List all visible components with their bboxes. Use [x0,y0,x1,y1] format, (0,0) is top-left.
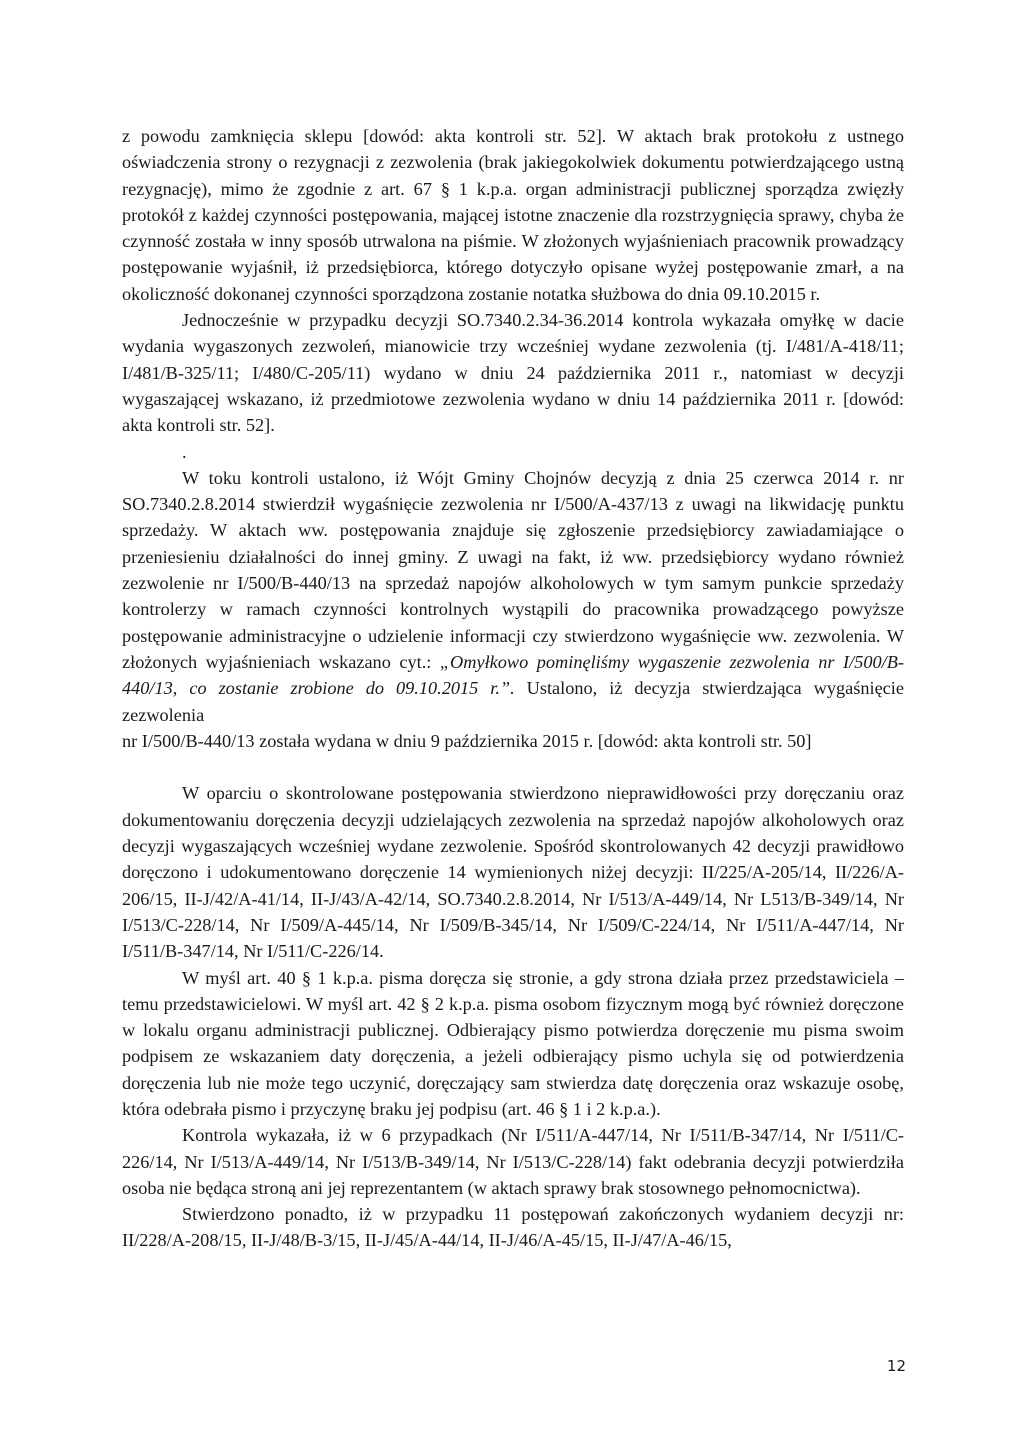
paragraph-7: W myśl art. 40 § 1 k.p.a. pisma doręcza się stronie, a gdy strona działa przez przedstawiciela – temu przedstawicielowi. W myśl art. 42 § 2 k.p.a. pisma osobom fizycznym mogą być również doręczone w lokalu organu administracji publicznej. Odbierający pismo potwierdza doręczenie mu pisma swoim podpisem ze wskazaniem daty doręczenia, a jeżeli odbierający pismo uchyla się od potwierdzenia doręczenia lub nie może tego uczynić, doręczający sam stwierdza datę doręczenia oraz wskazuje osobę, która odebrała pismo i przyczynę braku jej podpisu (art. 46 § 1 i 2 k.p.a.). [122,967,904,1119]
paragraph-5: nr I/500/B-440/13 została wydana w dniu 9 października 2015 r. [dowód: akta kontroli str. 50] [122,730,812,751]
quote-text: „Omyłkowo pominęliśmy wygaszenie zezwolenia nr I/500/B-440/13, co zostanie zrobione do 09.10.2015 r.”. [122,651,904,699]
paragraph-9: Stwierdzono ponadto, iż w przypadku 11 postępowań zakończonych wydaniem decyzji nr: II/228/A-208/15, II-J/48/B-3/15, II-J/45/A-44/14, II-J/46/A-45/15, II-J/47/A-46/15, [122,1204,904,1251]
paragraph-4 [122,465,904,728]
paragraph-1: z powodu zamknięcia sklepu [dowód: akta kontroli str. 52]. W aktach brak protokołu z ustnego oświadczenia strony o rezygnacji z zezwolenia (brak jakiegokolwiek dokumentu potwierdzającego ustną rezygnację), mimo że zgodnie z art. 67 § 1 k.p.a. organ administracji publicznej sporządza zwięzły protokół z każdej czynności postępowania, mającej istotne znaczenie dla rozstrzygnięcia sprawy, chyba że czynność została w inny sposób utrwalona na piśmie. W złożonych wyjaśnieniach pracownik prowadzący postępowanie wyjaśnił, iż przedsiębiorca, którego dotyczyło opisane wyżej postępowanie zmarł, a na okoliczność dokonanej czynności sporządzona zostanie notatka służbowa do dnia 09.10.2015 r. [122,126,904,304]
page-number: 12 [886,1357,906,1375]
paragraph-6: W oparciu o skontrolowane postępowania stwierdzono nieprawidłowości przy doręczaniu oraz dokumentowaniu doręczenia decyzji udzielających zezwolenia na sprzedaż napojów alkoholowych oraz decyzji wygaszających wcześniej wydane zezwolenie. Spośród skontrolowanych 42 decyzji prawidłowo doręczono i udokumentowano doręczenie 14 wymienionych niżej decyzji: II/225/A-205/14, II/226/A-206/15, II-J/42/A-41/14, II-J/43/A-42/14, SO.7340.2.8.2014, Nr I/513/A-449/14, Nr L513/B-349/14, Nr I/513/C-228/14, Nr I/509/A-445/14, Nr I/509/B-345/14, Nr I/509/C-224/14, Nr I/511/A-447/14, Nr I/511/B-347/14, Nr I/511/C-226/14. [122,783,904,962]
paragraph-4-tail: Ustalono, iż decyzja stwierdzająca wygaśnięcie zezwolenia [122,678,904,725]
paragraph-3-dot: . [182,441,187,462]
document-body [122,123,904,1254]
paragraph-2: Jednocześnie w przypadku decyzji SO.7340.2.34-36.2014 kontrola wykazała omyłkę w dacie wydania wygaszonych zezwoleń, mianowicie trzy wcześniej wydane zezwolenia (tj. I/481/A-418/11; I/481/B-325/11; I/480/C-205/11) wydano w dniu 24 października 2011 r., natomiast w decyzji wygaszającej wskazano, iż przedmiotowe zezwolenia wydano w dniu 14 października 2011 r. [dowód: akta kontroli str. 52]. [122,310,904,436]
paragraph-8: Kontrola wykazała, iż w 6 przypadkach (Nr I/511/A-447/14, Nr I/511/B-347/14, Nr I/511/C-226/14, Nr I/513/A-449/14, Nr I/513/B-349/14, Nr I/513/C-228/14) fakt odebrania decyzji potwierdziła osoba nie będąca stroną ani jej reprezentantem (w aktach sprawy brak stosownego pełnomocnictwa). [122,1125,904,1198]
paragraph-4-text: W toku kontroli ustalono, iż Wójt Gminy Chojnów decyzją z dnia 25 czerwca 2014 r. nr SO.7340.2.8.2014 stwierdził wygaśnięcie zezwolenia nr I/500/A-437/13 z uwagi na likwidację punktu sprzedaży. W aktach ww. postępowania znajduje się zgłoszenie przedsiębiorcy zawiadamiające o przeniesieniu działalności do innej gminy. Z uwagi na fakt, iż ww. przedsiębiorcy wydano również zezwolenie nr I/500/B-440/13 na sprzedaż napojów alkoholowych w tym samym punkcie sprzedaży kontrolerzy w ramach czynności kontrolnych wystąpili do pracownika prowadzącego powyższe postępowanie administracyjne o udzielenie informacji czy stwierdzono wygaśnięcie ww. zezwolenia. W złożonych wyjaśnieniach wskazano cyt.: [122,467,904,672]
